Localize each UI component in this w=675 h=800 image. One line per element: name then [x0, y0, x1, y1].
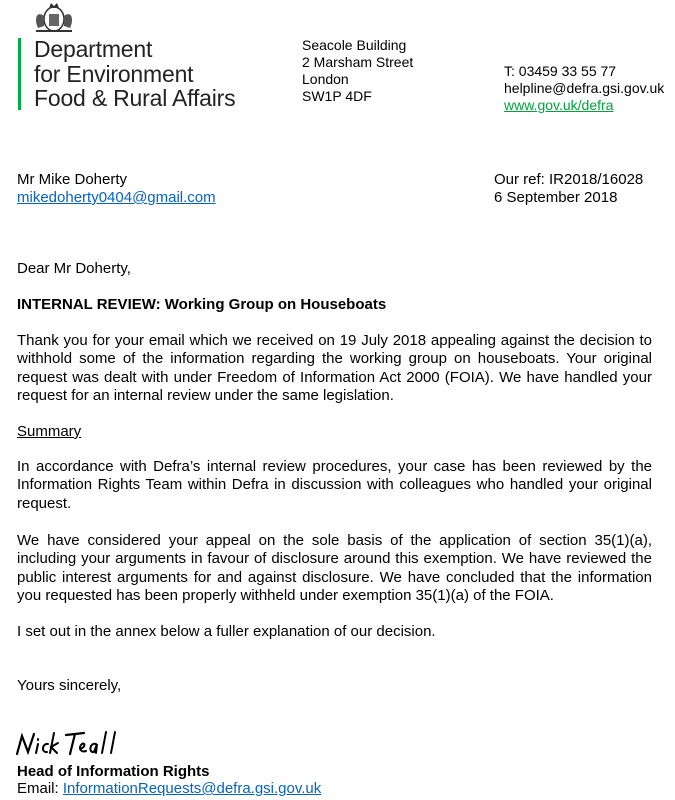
address-line: Seacole Building: [302, 37, 407, 53]
address-line: 2 Marsham Street: [302, 54, 414, 70]
reference-block: [494, 171, 643, 207]
department-name-line: Department: [34, 36, 153, 62]
royal-crest-logo: [30, 0, 78, 34]
our-reference: Our ref: IR2018/16028: [494, 171, 644, 188]
paragraph-decision: We have considered your appeal on the sole basis of the application of section 35(1)(a), including your arguments in favour of disclosure around this exemption. We have reviewed the public interest arguments for and against disclosure. We have concluded that the information you requested has been properly withheld under exemption 35(1)(a) of the FOIA.: [17, 532, 652, 605]
summary-heading: Summary: [17, 423, 82, 440]
recipient-name: Mr Mike Doherty: [17, 171, 128, 188]
letter-date: 6 September 2018: [494, 189, 618, 206]
handwritten-signature: [14, 728, 124, 760]
letter-subject: INTERNAL REVIEW: Working Group on Houseboats: [17, 296, 387, 313]
helpline-email: helpline@defra.gsi.gov.uk: [504, 80, 665, 96]
contact-details: [504, 63, 664, 114]
signatory-title: Head of Information Rights: [17, 763, 210, 780]
paragraph-annex: I set out in the annex below a fuller explanation of our decision.: [17, 623, 436, 640]
signatory-email-line: [17, 780, 652, 798]
paragraph-review-procedure: In accordance with Defra’s internal review procedures, your case has been reviewed by the Information Rights Team within Defra in discussion with colleagues who handled your original request.: [17, 458, 652, 512]
department-name-line: Food & Rural Affairs: [34, 85, 236, 111]
closing: Yours sincerely,: [17, 677, 122, 694]
signatory-email-link[interactable]: InformationRequests@defra.gsi.gov.uk: [62, 780, 322, 797]
department-address: [302, 37, 413, 105]
address-line: SW1P 4DF: [302, 88, 372, 104]
department-name-line: for Environment: [34, 60, 194, 87]
brand-bar: [18, 38, 21, 110]
address-line: London: [302, 71, 349, 87]
website-link[interactable]: www.gov.uk/defra: [504, 97, 614, 113]
email-label: Email:: [17, 780, 63, 797]
salutation: Dear Mr Doherty,: [17, 260, 131, 277]
recipient-block: [17, 171, 216, 207]
department-name: [34, 37, 235, 111]
paragraph-intro: Thank you for your email which we received on 19 July 2018 appealing against the decision to withhold some of the information regarding the working group on houseboats. Your original request was dealt with under Freedom of Information Act 2000 (FOIA). We have handled your request for an internal review under the same legislation.: [17, 332, 652, 405]
recipient-email-link[interactable]: mikedoherty0404@gmail.com: [17, 189, 216, 206]
phone-number: T: 03459 33 55 77: [504, 63, 617, 79]
